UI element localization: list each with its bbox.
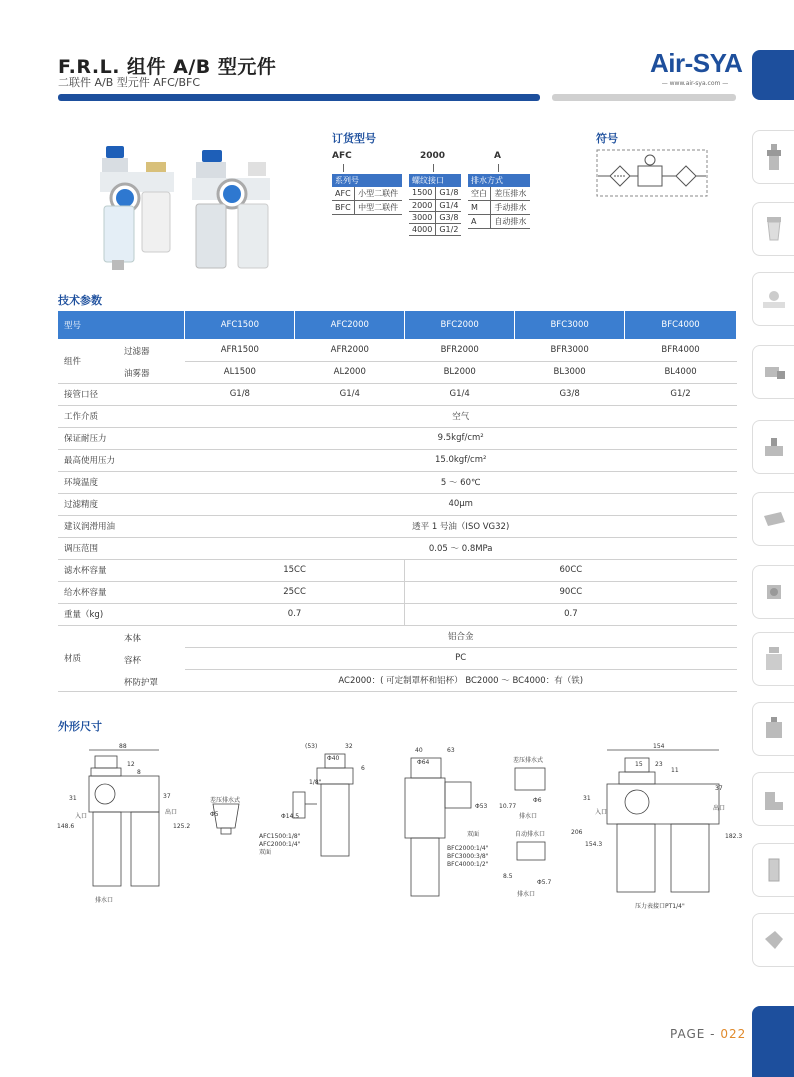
spec-header-col: BFC4000 [625,311,737,339]
page-subtitle: 二联件 A/B 型元件 AFC/BFC [58,76,201,89]
drain-header: 排水方式 [468,174,530,187]
row-label: 给水杯容量 [58,581,185,603]
dim-drawing-drain-detail [213,804,239,834]
cell: AFR1500 [185,339,295,361]
silencer-icon [761,855,787,885]
manifold-icon [761,644,787,674]
cell: G3/8 [515,383,625,405]
dim-label: 8.5 [503,873,513,880]
spec-header-col: BFC3000 [515,311,625,339]
brand-url: — www.air-sya.com — [661,80,729,87]
cell: 0.05 ～ 0.8MPa [185,537,737,559]
dim-label: 23 [655,761,663,768]
page-number [670,1027,746,1041]
dim-label: 182.3 [725,833,743,840]
dim-label: Φ6 [533,797,542,804]
dim-label: BFC2000:1/4" [447,845,489,852]
row-label-component [58,339,185,383]
thread-code: 4000 [409,223,436,235]
dim-label: 双面 [259,849,272,856]
row-label: 调压范围 [58,537,185,559]
side-tab-cylinder[interactable] [752,492,794,546]
row-label: 滤水杯容量 [58,559,185,581]
cell: G1/4 [405,383,515,405]
cell: 9.5kgf/cm² [185,427,737,449]
order-code-thread: 2000 [420,151,446,161]
header-bar-gray [552,94,736,101]
cell: 0.7 [405,603,737,625]
order-tick-2 [433,164,434,172]
dim-label: 206 [571,829,583,836]
table-row [58,581,737,603]
order-tick-3 [498,164,499,172]
cell: G1/4 [295,383,405,405]
spec-header-col: AFC1500 [185,311,295,339]
side-tab-frl[interactable] [752,130,794,184]
series-header: 系列号 [332,174,402,187]
dims-heading: 外形尺寸 [58,720,102,733]
table-row [58,603,737,625]
series-desc: 中型二联件 [355,201,402,215]
drain-desc: 差压排水 [491,187,530,201]
dim-label: 37 [163,793,171,800]
dim-label: 11 [671,767,679,774]
table-row [58,515,737,537]
side-tab-silencer[interactable] [752,843,794,897]
cell: BL4000 [625,361,737,383]
dim-label: 125.2 [173,823,191,830]
side-tab-fitting[interactable] [752,345,794,399]
dim-label: 15 [635,761,643,768]
dim-label: 40 [415,747,423,754]
filter-label: 过滤器 [124,347,150,357]
dim-label: Φ14.5 [281,813,300,820]
order-tick-1 [343,164,344,172]
order-heading: 订货型号 [332,132,376,145]
spec-header-col: BFC2000 [405,311,515,339]
dim-label: 63 [447,747,455,754]
dim-label: 8 [137,769,141,776]
page-label: PAGE - [670,1027,721,1041]
cell: 5 ～ 60℃ [185,471,737,493]
pneumatic-symbol [596,148,708,198]
dim-label: 出口 [713,805,726,812]
table-row [58,427,737,449]
row-label-material [58,625,185,691]
cell: 25CC [185,581,405,603]
dim-label: Φ5 [210,811,219,818]
dim-label: 排水口 [517,891,536,898]
dim-drawing-bfc-side [405,758,471,896]
dim-drawing-afc-side [293,754,353,856]
dim-label: 入口 [595,809,608,816]
dim-label: 154.3 [585,841,603,848]
dim-drawing-afc-front [89,750,159,886]
cell: G1/8 [185,383,295,405]
dim-label: Φ5.7 [537,879,552,886]
cell: 15.0kgf/cm² [185,449,737,471]
series-desc: 小型二联件 [355,187,402,201]
gauge-icon [761,714,787,744]
page-num-value: 022 [720,1027,747,1041]
table-row [58,449,737,471]
dim-label: Φ64 [417,759,430,766]
regulator-icon [761,284,787,314]
thread-table [409,174,461,236]
row-label: 重量（kg) [58,603,185,625]
frl-icon [761,142,787,172]
cell: 空气 [185,405,737,427]
row-label: 建议润滑用油 [58,515,185,537]
drain-code: M [468,201,491,215]
cell: 40μm [185,493,737,515]
table-row [58,383,737,405]
component-label: 组件 [64,356,82,367]
dim-label: 出口 [165,809,178,816]
cell: 90CC [405,581,737,603]
side-tab-solenoid[interactable] [752,565,794,619]
spec-heading: 技术参数 [58,294,102,307]
row-label: 过滤精度 [58,493,185,515]
drain-code: 空白 [468,187,491,201]
dim-label: 双面 [467,831,480,838]
side-tab-regulator[interactable] [752,272,794,326]
fitting-icon [761,357,787,387]
cell: 60CC [405,559,737,581]
material-label: 材质 [64,654,82,664]
dim-label: 154 [653,743,665,750]
side-tab-elbow[interactable] [752,772,794,826]
row-label: 接管口径 [58,383,185,405]
dimension-drawings [55,738,745,918]
dim-label: 31 [583,795,591,802]
row-label: 最高使用压力 [58,449,185,471]
order-code-drain: A [494,151,501,161]
cylinder-icon [761,504,787,534]
spec-header-col: AFC2000 [295,311,405,339]
table-row [58,559,737,581]
thread-code: 3000 [409,211,436,223]
lubricator-label: 油雾器 [124,369,150,379]
body-label: 本体 [124,633,142,644]
side-tab-manifold[interactable] [752,632,794,686]
dim-drawing-bfc-front [607,750,719,892]
dim-label: 排水口 [95,897,114,904]
cell: G1/2 [625,383,737,405]
side-tab-gauge[interactable] [752,702,794,756]
dim-label: AFC1500:1/8" [259,833,301,840]
cell: PC [185,647,737,669]
series-code: BFC [332,201,355,215]
cell: BFR2000 [405,339,515,361]
cell: 透平 1 号油（ISO VG32) [185,515,737,537]
thread-size: G1/2 [436,223,462,235]
valve-icon [761,432,787,462]
page-title: F.R.L. 组件 A/B 型元件 [58,56,277,78]
dim-label: 32 [345,743,353,750]
side-tab-valve[interactable] [752,420,794,474]
cell: AFR2000 [295,339,405,361]
solenoid-icon [761,577,787,607]
dim-label: 1/8" [309,779,322,786]
dim-label: 6 [361,765,365,772]
filter-icon [761,214,787,244]
dim-label: 差压排水式 [513,757,544,764]
spec-header-model: 型号 [58,311,185,339]
elbow-icon [761,784,787,814]
dim-label: 自动排水口 [515,831,546,838]
table-row [58,471,737,493]
dim-label: 入口 [75,813,88,820]
drain-desc: 自动排水 [491,215,530,229]
side-tab-bottom[interactable] [752,1006,794,1077]
side-tab-accessory[interactable] [752,913,794,967]
side-tab-active[interactable] [752,50,794,100]
dim-label: 12 [127,761,135,768]
dim-label: 10.77 [499,803,517,810]
series-table [332,174,402,215]
drain-desc: 手动排水 [491,201,530,215]
dim-label: 压力表接口PT1/4" [635,903,685,910]
dim-label: Φ40 [327,755,340,762]
cell: BFR3000 [515,339,625,361]
dim-label: 88 [119,743,127,750]
dim-label: 差压排水式 [210,797,241,804]
product-photo-bfc [190,148,274,274]
thread-size: G1/4 [436,199,462,211]
order-code-series: AFC [332,151,352,161]
cell: AL2000 [295,361,405,383]
thread-header: 螺纹接口 [409,174,461,187]
dim-label: 148.6 [57,823,75,830]
side-tab-filter[interactable] [752,202,794,256]
dim-label: 排水口 [519,813,538,820]
table-row [58,537,737,559]
cell: AL1500 [185,361,295,383]
dim-label: 31 [69,795,77,802]
row-label: 工作介质 [58,405,185,427]
dim-label: (53) [305,743,318,750]
table-row [58,493,737,515]
series-code: AFC [332,187,355,201]
row-label: 环境温度 [58,471,185,493]
cup-label: 容杯 [124,655,142,666]
cell: 15CC [185,559,405,581]
cell: AC2000：( 可定制罩杯和铝杯） BC2000 ～ BC4000：有（铁) [185,669,737,691]
thread-code: 1500 [409,187,436,199]
symbol-heading: 符号 [596,132,618,145]
thread-code: 2000 [409,199,436,211]
spec-table [58,311,737,692]
dim-label: Φ53 [475,803,488,810]
table-row [58,625,737,647]
cell: BL3000 [515,361,625,383]
guard-label: 杯防护罩 [124,677,159,688]
table-row [58,339,737,361]
drain-code: A [468,215,491,229]
cell: BL2000 [405,361,515,383]
drain-table [468,174,530,229]
dim-label: 37 [715,785,723,792]
cell: 铝合金 [185,625,737,647]
dim-label: AFC2000:1/4" [259,841,301,848]
row-label: 保证耐压力 [58,427,185,449]
table-row [58,405,737,427]
thread-size: G1/8 [436,187,462,199]
accessory-icon [761,925,787,955]
header-bar-blue [58,94,540,101]
cell: 0.7 [185,603,405,625]
dim-label: BFC4000:1/2" [447,861,489,868]
product-photo-afc [96,144,182,274]
cell: BFR4000 [625,339,737,361]
dim-label: BFC3000:3/8" [447,853,489,860]
thread-size: G3/8 [436,211,462,223]
brand-logo: Air-SYA [650,48,743,78]
